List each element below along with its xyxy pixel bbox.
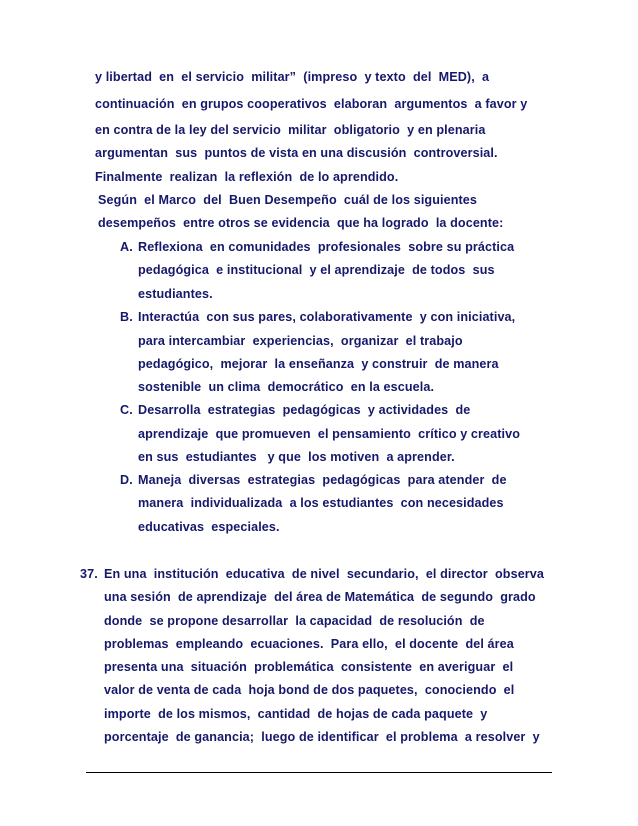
option-b-line: Interactúa con sus pares, colaborativamente y con iniciativa, <box>138 310 516 324</box>
question-line: Según el Marco del Buen Desempeño cuál de los siguientes <box>98 193 478 207</box>
option-a-letter: A. <box>120 240 133 254</box>
paragraph-line: continuación en grupos cooperativos elaboran argumentos a favor y <box>95 97 528 111</box>
paragraph-line: en contra de la ley del servicio militar obligatorio y en plenaria <box>95 123 486 137</box>
option-d-line: manera individualizada a los estudiantes con necesidades <box>138 496 504 510</box>
option-c-line: en sus estudiantes y que los motiven a aprender. <box>138 450 455 464</box>
option-c-line: Desarrolla estrategias pedagógicas y actividades de <box>138 403 471 417</box>
question37-line: donde se propone desarrollar la capacidad de resolución de <box>104 614 485 628</box>
option-b-line: pedagógico, mejorar la enseñanza y construir de manera <box>138 357 499 371</box>
question37-line: presenta una situación problemática consistente en averiguar el <box>104 660 514 674</box>
option-b-line: para intercambiar experiencias, organizar el trabajo <box>138 334 463 348</box>
option-c-line: aprendizaje que promueven el pensamiento crítico y creativo <box>138 427 521 441</box>
option-a-line: estudiantes. <box>138 287 213 301</box>
paragraph-line: y libertad en el servicio militar” (impreso y texto del MED), a <box>95 70 490 84</box>
paragraph-line: Finalmente realizan la reflexión de lo aprendido. <box>95 170 399 184</box>
option-a-line: Reflexiona en comunidades profesionales sobre su práctica <box>138 240 515 254</box>
question37-line: valor de venta de cada hoja bond de dos paquetes, conociendo el <box>104 683 515 697</box>
option-b-line: sostenible un clima democrático en la escuela. <box>138 380 435 394</box>
option-d-line: Maneja diversas estrategias pedagógicas para atender de <box>138 473 507 487</box>
question37-line: importe de los mismos, cantidad de hojas de cada paquete y <box>104 707 488 721</box>
option-d-line: educativas especiales. <box>138 520 280 534</box>
option-d-letter: D. <box>120 473 133 487</box>
paragraph-line: argumentan sus puntos de vista en una discusión controversial. <box>95 146 498 160</box>
question37-line: porcentaje de ganancia; luego de identificar el problema a resolver y <box>104 730 540 744</box>
question37-line: En una institución educativa de nivel secundario, el director observa <box>104 567 545 581</box>
option-c-letter: C. <box>120 403 133 417</box>
question37-line: una sesión de aprendizaje del área de Matemática de segundo grado <box>104 590 536 604</box>
question37-line: problemas empleando ecuaciones. Para ello, el docente del área <box>104 637 514 651</box>
question-number: 37. <box>80 567 98 581</box>
question-line: desempeños entre otros se evidencia que ha logrado la docente: <box>98 216 504 230</box>
footer-rule <box>86 772 552 773</box>
option-b-letter: B. <box>120 310 133 324</box>
option-a-line: pedagógica e institucional y el aprendizaje de todos sus <box>138 263 495 277</box>
